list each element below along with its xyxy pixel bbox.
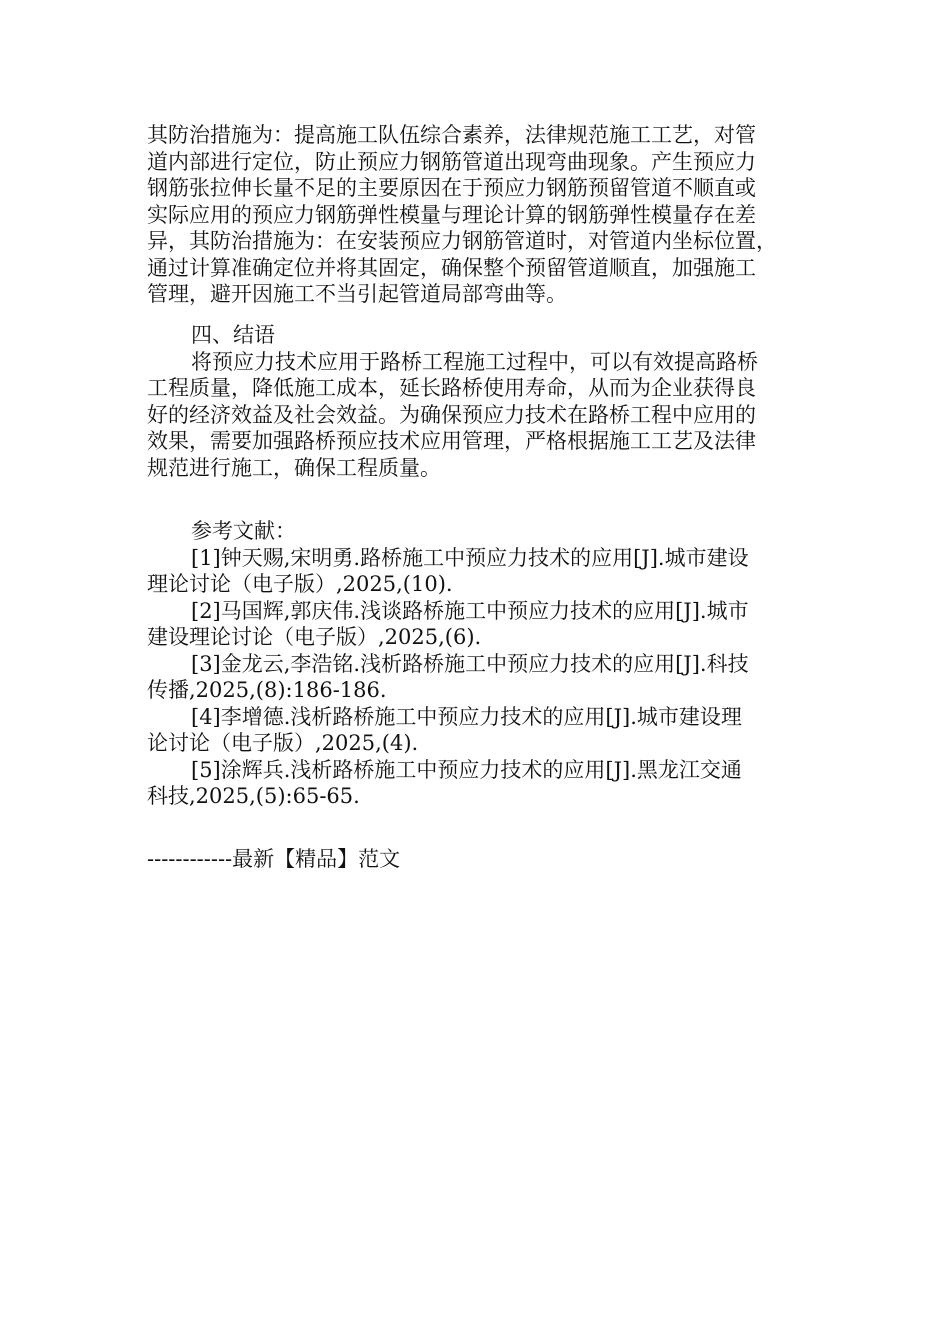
paragraph-line: 规范进行施工，确保工程质量。	[147, 455, 441, 480]
body-paragraph	[147, 122, 807, 308]
references-section	[147, 518, 807, 810]
paragraph-line: 管理，避开因施工不当引起管道局部弯曲等。	[147, 282, 567, 306]
reference-item: [4]李增德.浅析路桥施工中预应力技术的应用[J].城市建设理	[191, 704, 742, 729]
reference-item-continued: 传播,2025,(8):186-186.	[147, 678, 387, 702]
paragraph-line: 道内部进行定位，防止预应力钢筋管道出现弯曲现象。产生预应力	[147, 149, 756, 174]
paragraph-line: 通过计算准确定位并将其固定，确保整个预留管道顺直，加强施工	[147, 255, 756, 280]
paragraph-line: 效果，需要加强路桥预应技术应用管理，严格根据施工工艺及法律	[147, 429, 756, 453]
paragraph-line: 其防治措施为：提高施工队伍综合素养，法律规范施工工艺，对管	[147, 123, 756, 147]
reference-item-continued: 建设理论讨论（电子版）,2025,(6).	[147, 625, 482, 649]
paragraph-line: 工程质量，降低施工成本，延长路桥使用寿命，从而为企业获得良	[147, 376, 756, 400]
reference-item-continued: 论讨论（电子版）,2025,(4).	[147, 731, 419, 755]
footer	[147, 846, 807, 873]
conclusion-section	[147, 322, 807, 481]
paragraph-line: 实际应用的预应力钢筋弹性模量与理论计算的钢筋弹性模量存在差	[147, 202, 756, 227]
reference-item-continued: 科技,2025,(5):65-65.	[147, 784, 360, 808]
paragraph-line: 异，其防治措施为：在安装预应力钢筋管道时，对管道内坐标位置，	[147, 229, 777, 253]
reference-item: [3]金龙云,李浩铭.浅析路桥施工中预应力技术的应用[J].科技	[191, 651, 749, 676]
paragraph-line: 钢筋张拉伸长量不足的主要原因在于预应力钢筋预留管道不顺直或	[147, 176, 756, 200]
paragraph-line: 好的经济效益及社会效益。为确保预应力技术在路桥工程中应用的	[147, 402, 756, 427]
paragraph-line: 将预应力技术应用于路桥工程施工过程中，可以有效提高路桥	[191, 349, 758, 374]
references-heading: 参考文献：	[191, 519, 296, 543]
reference-item-continued: 理论讨论（电子版）,2025,(10).	[147, 572, 453, 596]
reference-item: [1]钟天赐,宋明勇.路桥施工中预应力技术的应用[J].城市建设	[191, 545, 749, 570]
section-heading: 四、结语	[191, 323, 275, 347]
footer-text: ------------最新【精品】范文	[147, 847, 401, 871]
reference-item: [5]涂辉兵.浅析路桥施工中预应力技术的应用[J].黑龙江交通	[191, 757, 742, 782]
reference-item: [2]马国辉,郭庆伟.浅谈路桥施工中预应力技术的应用[J].城市	[191, 598, 749, 623]
